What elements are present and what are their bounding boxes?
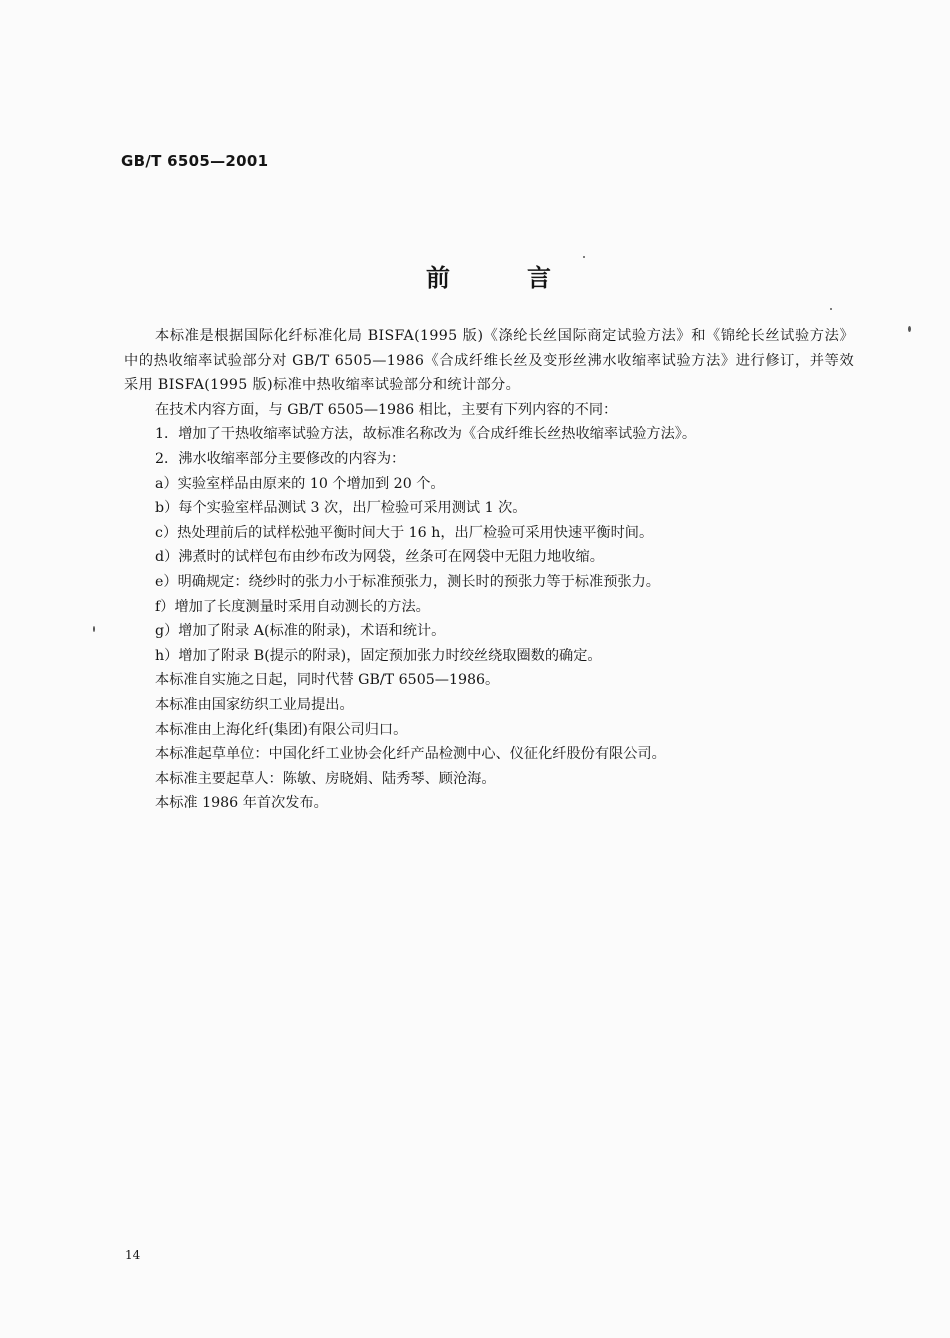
scan-speck [583,256,585,258]
paragraph-first-issue: 本标准 1986 年首次发布。 [155,795,328,812]
list-item: g）增加了附录 A(标准的附录)，术语和统计。 [155,623,446,640]
paragraph-replaces: 本标准自实施之日起，同时代替 GB/T 6505—1986。 [155,672,500,689]
foreword-body [124,324,854,816]
standard-code: GB/T 6505—2001 [121,152,269,170]
list-item: c）热处理前后的试样松弛平衡时间大于 16 h，出厂检验可采用快速平衡时间。 [155,524,654,541]
paragraph-proposed-by: 本标准由国家纺织工业局提出。 [155,696,354,713]
paragraph-under-jurisdiction: 本标准由上海化纤(集团)有限公司归口。 [155,721,408,738]
title-char-2: 言 [527,263,551,292]
list-item: 2．沸水收缩率部分主要修改的内容为： [155,450,406,467]
list-item: f）增加了长度测量时采用自动测长的方法。 [155,598,430,615]
paragraph-differences: 在技术内容方面，与 GB/T 6505—1986 相比，主要有下列内容的不同： [155,401,618,418]
title-char-1: 前 [426,263,450,292]
list-item: h）增加了附录 B(提示的附录)，固定预加张力时绞丝绕取圈数的确定。 [155,647,602,664]
list-item: a）实验室样品由原来的 10 个增加到 20 个。 [155,475,445,492]
paragraph-drafting-units: 本标准起草单位：中国化纤工业协会化纤产品检测中心、仪征化纤股份有限公司。 [155,746,666,763]
paragraph-intro: 本标准是根据国际化纤标准化局 BISFA(1995 版)《涤纶长丝国际商定试验方法》和《锦纶长丝试验方法》中的热收缩率试验部分对 GB/T 6505—1986《合成纤维长丝及变形丝沸水收缩率试验方法》进行修订，并等效采用 BISFA(1995 版)标准中热收缩率试验部分和统计部分。 [124,328,854,394]
paragraph-drafters: 本标准主要起草人：陈敏、房晓娟、陆秀琴、顾沧海。 [155,770,496,787]
scan-speck [93,626,95,632]
scan-speck [830,308,832,310]
list-item: b）每个实验室样品测试 3 次，出厂检验可采用测试 1 次。 [155,500,527,517]
list-item: e）明确规定：绕纱时的张力小于标准预张力，测长时的预张力等于标准预张力。 [155,573,660,590]
scan-speck [908,326,911,332]
page-number: 14 [125,1248,141,1262]
list-item: 1．增加了干热收缩率试验方法，故标准名称改为《合成纤维长丝热收缩率试验方法》。 [155,426,697,443]
list-item: d）沸煮时的试样包布由纱布改为网袋，丝条可在网袋中无阻力地收缩。 [155,549,604,566]
